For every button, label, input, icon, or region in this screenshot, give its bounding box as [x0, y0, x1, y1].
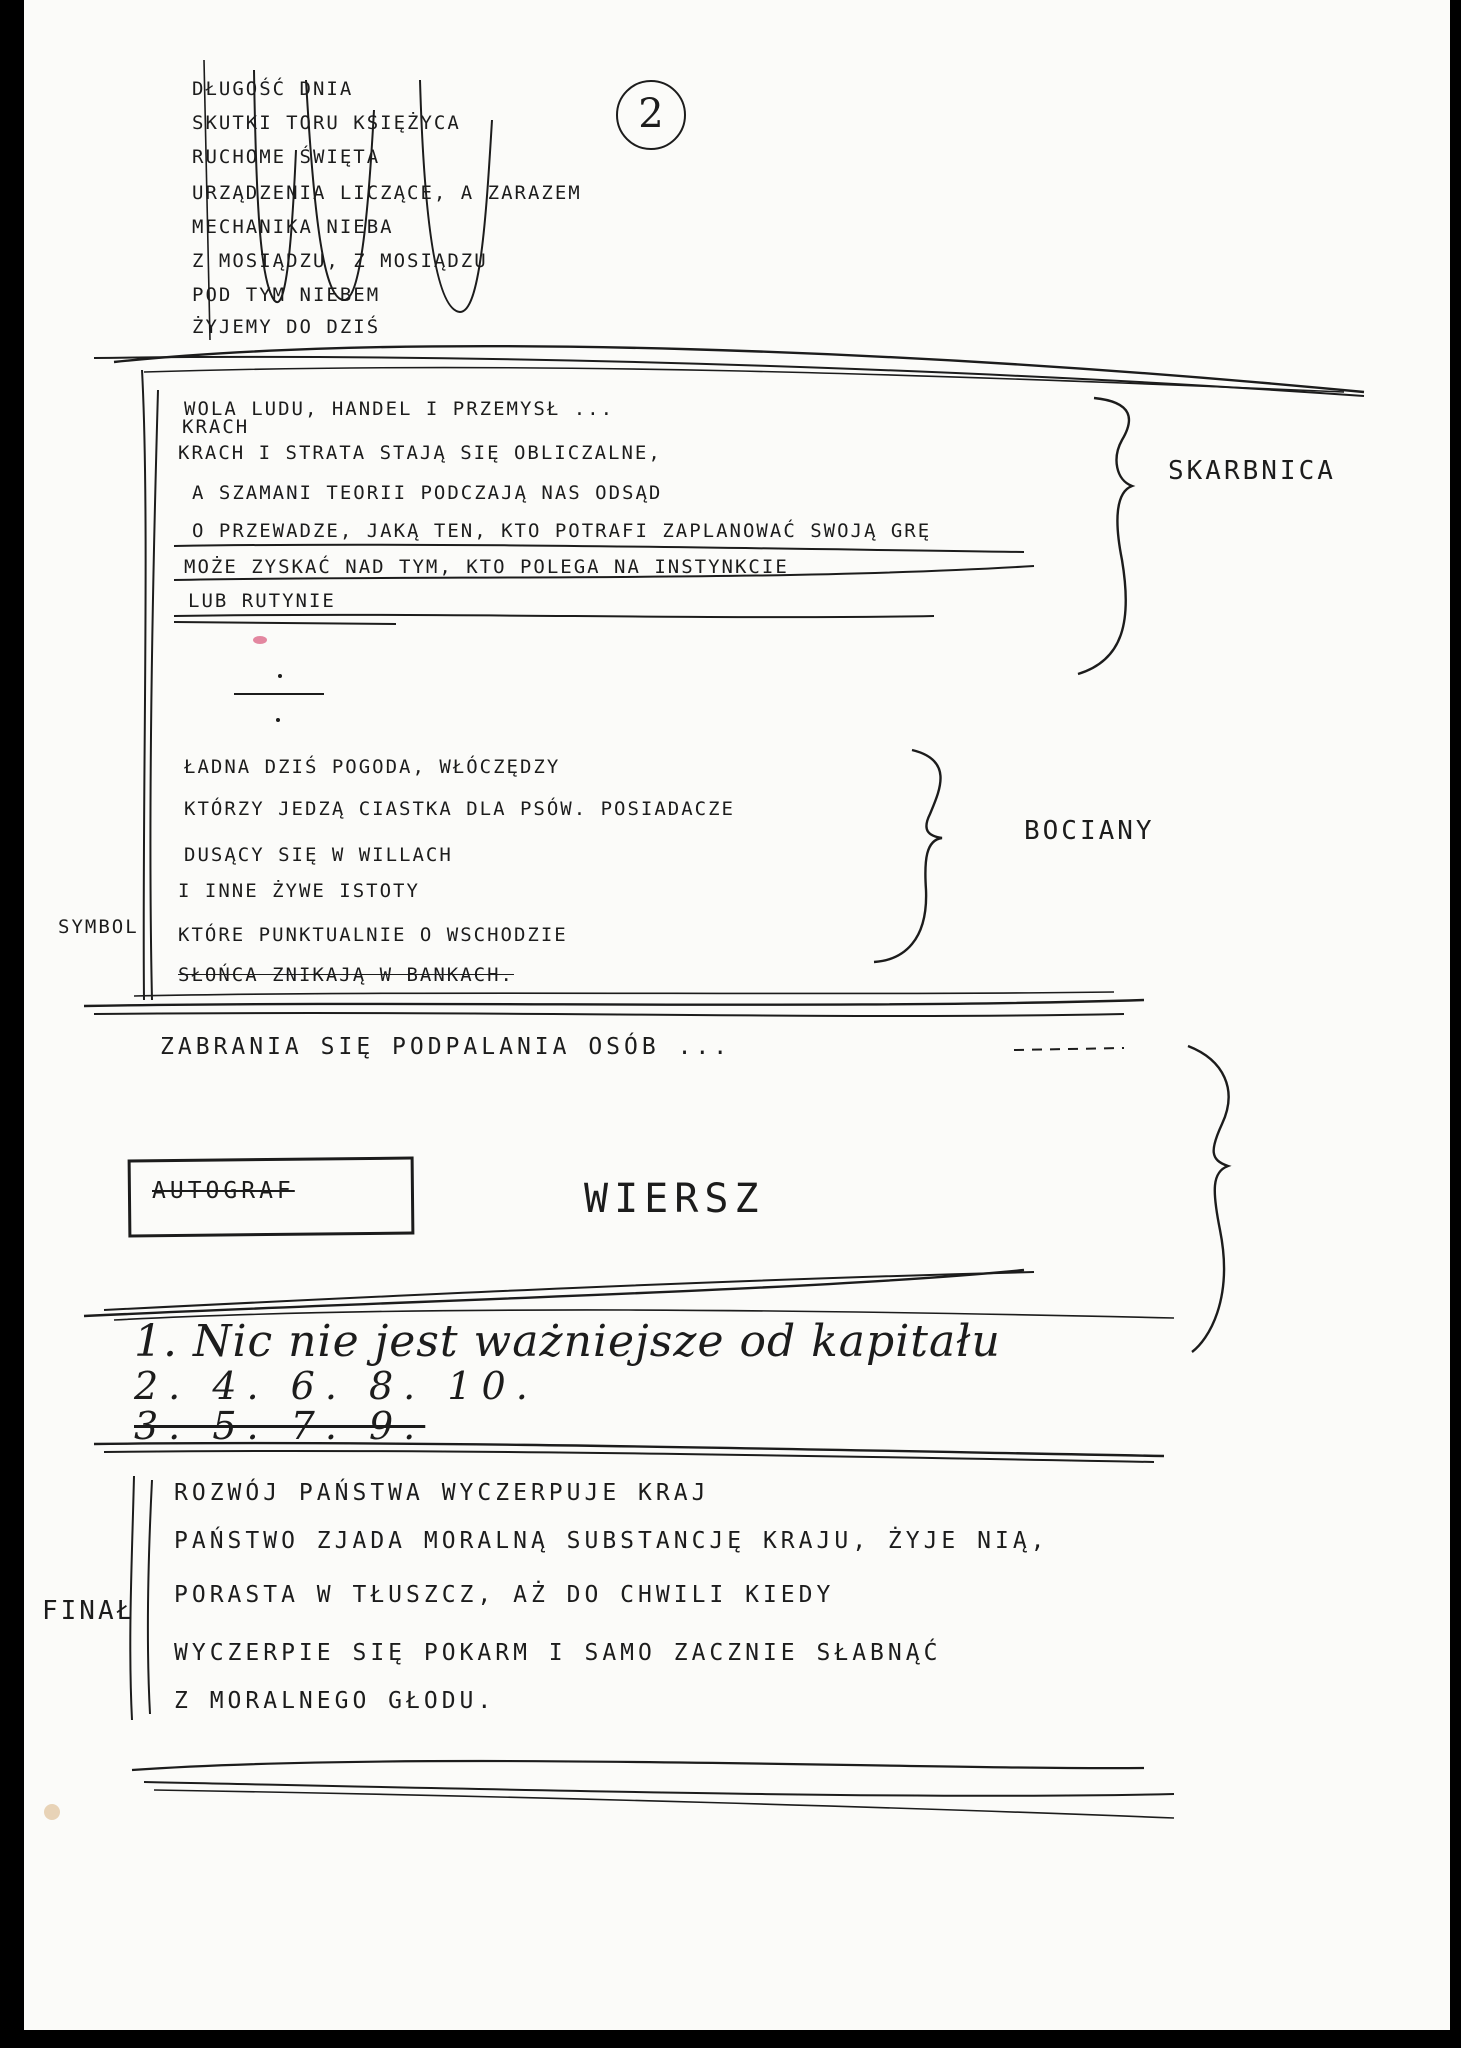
page-number: 2 — [616, 80, 686, 150]
wiersz-label: WIERSZ — [584, 1176, 765, 1222]
bociany-line: ŁADNA DZIŚ POGODA, WŁÓCZĘDZY — [184, 756, 561, 778]
section-divider — [132, 1761, 1144, 1770]
ink-dot — [278, 674, 282, 678]
underline-stroke — [174, 545, 1024, 552]
final-line: PORASTA W TŁUSZCZ, AŻ DO CHWILI KIEDY — [174, 1582, 835, 1608]
insert-word: KRACH — [182, 416, 250, 438]
top-line: URZĄDZENIA LICZĄCE, A ZARAZEM — [192, 182, 582, 204]
manuscript-page — [24, 0, 1450, 2030]
curly-brace — [1188, 1046, 1229, 1352]
curly-brace — [874, 750, 942, 962]
bociany-line: I INNE ŻYWE ISTOTY — [178, 880, 420, 902]
bociany-line: KTÓRE PUNKTUALNIE O WSCHODZIE — [178, 924, 568, 946]
final-margin-label: FINAŁ — [42, 1596, 136, 1626]
underline-stroke — [174, 615, 934, 617]
curly-brace — [1078, 398, 1132, 674]
section-divider — [84, 1000, 1144, 1006]
final-line: ROZWÓJ PAŃSTWA WYCZERPUJE KRAJ — [174, 1480, 710, 1506]
pink-mark — [253, 636, 267, 644]
bociany-line: DUSĄCY SIĘ W WILLACH — [184, 844, 453, 866]
skarbnica-line: O PRZEWADZE, JAKĄ TEN, KTO POTRAFI ZAPLANOWAĆ SWOJĄ GRĘ — [192, 520, 932, 542]
paper-stain — [44, 1804, 60, 1820]
section-divider — [134, 992, 1114, 996]
list-line-1: 1. Nic nie jest ważniejsze od kapitału — [134, 1316, 1001, 1367]
section-divider — [144, 1782, 1174, 1796]
top-line: RUCHOME ŚWIĘTA — [192, 146, 381, 168]
top-line: POD TYM NIEBEM — [192, 284, 381, 306]
top-line: MECHANIKA NIEBA — [192, 216, 394, 238]
top-line: Z MOSIĄDZU, Z MOSIĄDZU — [192, 250, 488, 272]
section-divider — [144, 368, 1344, 392]
section-divider — [104, 1272, 1034, 1310]
final-line: Z MORALNEGO GŁODU. — [174, 1688, 496, 1714]
final-line: WYCZERPIE SIĘ POKARM I SAMO ZACZNIE SŁABNĄĆ — [174, 1640, 942, 1666]
list-line-2: 2. 4. 6. 8. 10. — [134, 1364, 538, 1408]
skarbnica-line: LUB RUTYNIE — [188, 590, 336, 612]
margin-bracket — [142, 370, 146, 1000]
skarbnica-line: WOLA LUDU, HANDEL I PRZEMYSŁ ... — [184, 398, 615, 420]
skarbnica-line: A SZAMANI TEORII PODCZAJĄ NAS ODSĄD — [192, 482, 663, 504]
skarbnica-label: SKARBNICA — [1168, 456, 1336, 486]
top-line: DŁUGOŚĆ DNIA — [192, 78, 354, 100]
skarbnica-line: MOŻE ZYSKAĆ NAD TYM, KTO POLEGA NA INSTYNKCIE — [184, 556, 789, 578]
top-line: SKUTKI TORU KSIĘŻYCA — [192, 112, 461, 134]
autograf-label: AUTOGRAF — [152, 1178, 295, 1204]
bociany-line: SŁOŃCA ZNIKAJĄ W BANKACH. — [178, 964, 514, 986]
bociany-label: BOCIANY — [1024, 816, 1155, 846]
ink-dot — [276, 718, 280, 722]
bociany-line: KTÓRZY JEDZĄ CIASTKA DLA PSÓW. POSIADACZE — [184, 798, 735, 820]
final-line: PAŃSTWO ZJADA MORALNĄ SUBSTANCJĘ KRAJU, ŻYJE NIĄ, — [174, 1528, 1049, 1554]
underline-stroke — [174, 622, 396, 624]
symbol-margin-label: SYMBOL — [58, 916, 139, 938]
margin-bracket — [148, 1480, 152, 1714]
skarbnica-line: KRACH I STRATA STAJĄ SIĘ OBLICZALNE, — [178, 442, 662, 464]
dash-stroke — [1014, 1048, 1124, 1050]
section-divider — [154, 1790, 1174, 1818]
top-line: ŻYJEMY DO DZIŚ — [192, 316, 381, 338]
section-divider — [94, 1013, 1124, 1016]
zabrania-heading: ZABRANIA SIĘ PODPALANIA OSÓB ... — [160, 1034, 732, 1060]
margin-bracket — [150, 390, 158, 1000]
list-line-3: 3. 5. 7. 9. — [134, 1404, 426, 1448]
